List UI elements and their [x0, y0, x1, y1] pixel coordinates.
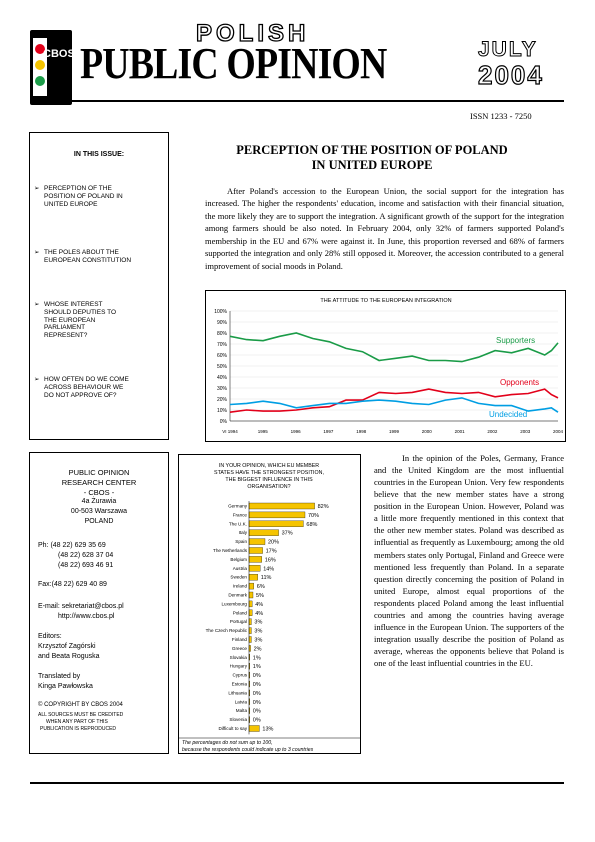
header-rule: [30, 100, 564, 102]
category-label: Latvia: [234, 699, 247, 705]
category-label: Spain: [235, 539, 247, 545]
bar: [249, 556, 262, 562]
value-label: 37%: [281, 530, 293, 537]
arrow-right-icon: ➢: [34, 249, 40, 256]
phone: (48 22) 628 37 04: [58, 552, 114, 559]
arrow-right-icon: ➢: [34, 301, 40, 308]
contents-title: IN THIS ISSUE:: [73, 151, 125, 158]
article-title-line: PERCEPTION OF THE POSITION OF POLAND: [236, 143, 508, 157]
center-name: PUBLIC OPINION: [68, 468, 130, 477]
bar: [249, 503, 315, 509]
y-tick-label: 30%: [216, 386, 227, 392]
article-title-line: IN UNITED EUROPE: [311, 158, 433, 172]
y-tick-label: 90%: [216, 320, 227, 326]
value-label: 6%: [256, 584, 265, 591]
line-chart-svg: [206, 291, 565, 441]
chart-note: because the respondents could indicate up to 3 countries: [182, 747, 314, 753]
category-label: Greece: [231, 645, 247, 651]
y-tick-label: 80%: [216, 331, 227, 337]
value-label: 3%: [254, 628, 263, 635]
contents-item-label: WHOSE INTEREST SHOULD DEPUTIES TO THE EUROPEAN PARLIAMENT REPRESENT?: [44, 301, 116, 340]
copyright: © COPYRIGHT BY CBOS 2004: [38, 702, 123, 708]
value-label: 11%: [260, 575, 272, 582]
category-label: Ireland: [232, 583, 247, 589]
category-label: Lithuania: [228, 690, 247, 696]
bar: [249, 637, 251, 643]
bar: [249, 512, 305, 518]
email-link[interactable]: E-mail: sekretariat@cbos.pl: [38, 603, 124, 610]
fax: Fax:(48 22) 629 40 89: [38, 581, 107, 588]
category-label: Slovakia: [229, 654, 247, 660]
y-tick-label: 100%: [214, 309, 227, 315]
chart-title-line: STATES HAVE THE STRONGEST POSITION,: [214, 470, 324, 476]
series-label: Undecided: [489, 410, 528, 419]
center-street: 4a Żurawia: [81, 498, 117, 505]
bar: [249, 521, 303, 527]
bar: [249, 628, 251, 634]
y-tick-label: 60%: [216, 353, 227, 359]
category-label: Luxembourg: [221, 601, 247, 607]
center-country: POLAND: [84, 518, 114, 525]
footer-rule: [30, 782, 564, 784]
x-tick-label: 2002: [487, 429, 498, 434]
value-label: 1%: [252, 655, 261, 662]
editors-label: Editors:: [38, 633, 62, 640]
article-body: In the opinion of the Poles, Germany, France and the United Kingdom are the most influential countries in the European Union. Very few respondents believe that the new member states have a strong position in the European Union. However, Poland was a little more frequently mentioned in this context that the other new member states. Poland was described as influential as frequently as Luxembourg; among the old members states only Portugal, Finland and Greece were mentioned less frequently than Poland. In a separate question directly concerning the position of Poland in united Europe, almost equal proportions of the respondents placed Poland among the least influential countries and among the countries having average influence in the European Union. The supporters of the integration usually describe the position of Poland as average, whereas the opponents believe that Poland is one of the least influential countries in the EU.: [374, 453, 564, 669]
value-label: 3%: [254, 637, 263, 644]
category-label: Malta: [235, 708, 247, 714]
category-label: Hungary: [229, 663, 247, 669]
bar: [249, 565, 260, 571]
value-label: 70%: [308, 512, 320, 519]
notice: PUBLICATION IS REPRODUCED: [40, 726, 117, 732]
bar: [249, 592, 253, 598]
issue-year: 2004: [478, 60, 544, 90]
category-label: Sweden: [230, 574, 247, 580]
category-label: Portugal: [229, 619, 247, 625]
center-name: - CBOS -: [83, 488, 115, 497]
value-label: 0%: [252, 673, 261, 680]
editors-name: Krzysztof Zagórski: [38, 643, 96, 650]
article-intro: After Poland's accession to the European Union, the social support for the integration has increased. The higher the respondents' education, income and satisfaction with their financial situation, the more likely they are to support the integration. A significant growth of the support for the integration among farmers should be also noted. In February 2004, only 32% of farmers supported Poland's membership in the EU and 67% were against it. In June, this proportion reversed and 68% of farmers supported the integration and only 28% still opposed it. Moreover, the accession contributed to a general improvement of social moods in Poland.: [205, 186, 564, 271]
phone: Ph: (48 22) 629 35 69: [38, 542, 106, 549]
contents-item-label: PERCEPTION OF THE POSITION OF POLAND IN UNITED EUROPE: [44, 185, 123, 208]
value-label: 0%: [252, 690, 261, 697]
x-tick-label: 2003: [520, 429, 531, 434]
value-label: 82%: [317, 504, 329, 510]
cbos-logo: [30, 30, 72, 105]
category-label: Cyprus: [232, 672, 247, 678]
category-label: Denmark: [228, 592, 247, 598]
category-label: Slovenia: [229, 717, 247, 723]
value-label: 13%: [262, 726, 274, 733]
center-name: RESEARCH CENTER: [61, 478, 137, 487]
chart-title-line: IN YOUR OPINION, WHICH EU MEMBER: [218, 463, 320, 469]
category-label: Finland: [231, 637, 247, 642]
chart-title-line: THE BIGGEST INFLUENCE IN THIS: [225, 477, 313, 483]
series-label: Opponents: [500, 378, 540, 387]
category-label: France: [232, 512, 247, 518]
bar: [249, 530, 279, 536]
translator-name: Kinga Pawłowska: [38, 683, 93, 690]
notice: ALL SOURCES MUST BE CREDITED: [38, 712, 124, 718]
category-label: Italy: [238, 530, 247, 536]
contents-box: [29, 132, 169, 440]
value-label: 4%: [255, 601, 264, 608]
category-label: The U.K.: [228, 521, 247, 527]
series-label: Supporters: [496, 336, 536, 345]
phone: (48 22) 693 46 91: [58, 562, 114, 569]
bar: [249, 726, 259, 732]
arrow-right-icon: ➢: [34, 185, 40, 192]
editors-name: and Beata Roguska: [38, 653, 100, 660]
category-label: The Netherlands: [213, 548, 247, 553]
y-tick-label: 10%: [216, 408, 227, 414]
bar: [249, 583, 254, 589]
value-label: 68%: [306, 521, 318, 528]
x-tick-label: 2000: [421, 429, 432, 434]
integration-line-chart: [205, 290, 566, 442]
chart-title-line: ORGANISATION?: [247, 484, 291, 490]
bar: [249, 610, 252, 616]
masthead-title: PUBLIC OPINION: [80, 39, 387, 88]
bar: [249, 539, 265, 545]
issue-month: JULY: [478, 38, 538, 61]
value-label: 3%: [254, 619, 263, 626]
contents-item-label: THE POLES ABOUT THE EUROPEAN CONSTITUTION: [44, 249, 132, 264]
y-tick-label: 40%: [216, 375, 227, 381]
issn: ISSN 1233 - 7250: [470, 111, 532, 121]
value-label: 14%: [263, 566, 275, 573]
category-label: Austria: [232, 565, 247, 571]
x-tick-label: 1995: [257, 429, 268, 434]
category-label: Poland: [232, 610, 247, 616]
y-tick-label: 20%: [216, 397, 227, 403]
category-label: Estonia: [231, 681, 247, 687]
article-title: [180, 143, 564, 173]
chart-note: The percentages do not sum up to 100,: [182, 740, 273, 746]
value-label: 20%: [268, 539, 280, 546]
value-label: 0%: [252, 717, 261, 724]
notice: WHEN ANY PART OF THIS: [46, 719, 108, 725]
bar: [249, 548, 263, 554]
x-tick-label: 2004: [552, 429, 564, 434]
x-tick-label: 1998: [356, 429, 367, 434]
value-label: 2%: [253, 646, 262, 653]
arrow-right-icon: ➢: [34, 376, 40, 383]
value-label: 1%: [252, 664, 261, 671]
translated-label: Translated by: [38, 673, 81, 680]
x-tick-label: 1996: [290, 429, 301, 434]
x-tick-label: VI 1994: [222, 429, 238, 434]
contents-item-label: HOW OFTEN DO WE COME ACROSS BEHAVIOUR WE DO NOT APPROVE OF?: [44, 376, 129, 399]
masthead-polish: POLISH: [196, 20, 310, 47]
x-tick-label: 1997: [323, 429, 334, 434]
x-tick-label: 1999: [388, 429, 400, 434]
website-link[interactable]: http://www.cbos.pl: [58, 613, 115, 620]
category-label: Difficult to say: [218, 726, 247, 731]
x-tick-label: 2001: [454, 429, 465, 434]
value-label: 17%: [265, 548, 277, 555]
bar-chart-svg: [179, 455, 360, 753]
value-label: 4%: [255, 610, 264, 617]
bar: [249, 574, 258, 580]
bar: [249, 619, 251, 625]
value-label: 5%: [256, 593, 264, 599]
influence-bar-chart: [178, 454, 361, 754]
contact-box: [29, 452, 169, 754]
y-tick-label: 0%: [219, 419, 227, 425]
y-tick-label: 70%: [216, 342, 227, 348]
y-tick-label: 50%: [216, 364, 227, 370]
bar: [249, 601, 252, 607]
value-label: 16%: [264, 557, 276, 564]
center-city: 00-503 Warszawa: [70, 508, 128, 515]
category-label: Germany: [228, 503, 247, 509]
category-label: Belgium: [230, 556, 247, 562]
value-label: 0%: [252, 708, 261, 715]
category-label: The Czech Republic: [205, 628, 247, 634]
logo-text: CBOS: [43, 48, 75, 60]
value-label: 0%: [252, 682, 261, 688]
chart-title: THE ATTITUDE TO THE EUROPEAN INTEGRATION: [320, 298, 452, 304]
value-label: 0%: [252, 699, 261, 706]
